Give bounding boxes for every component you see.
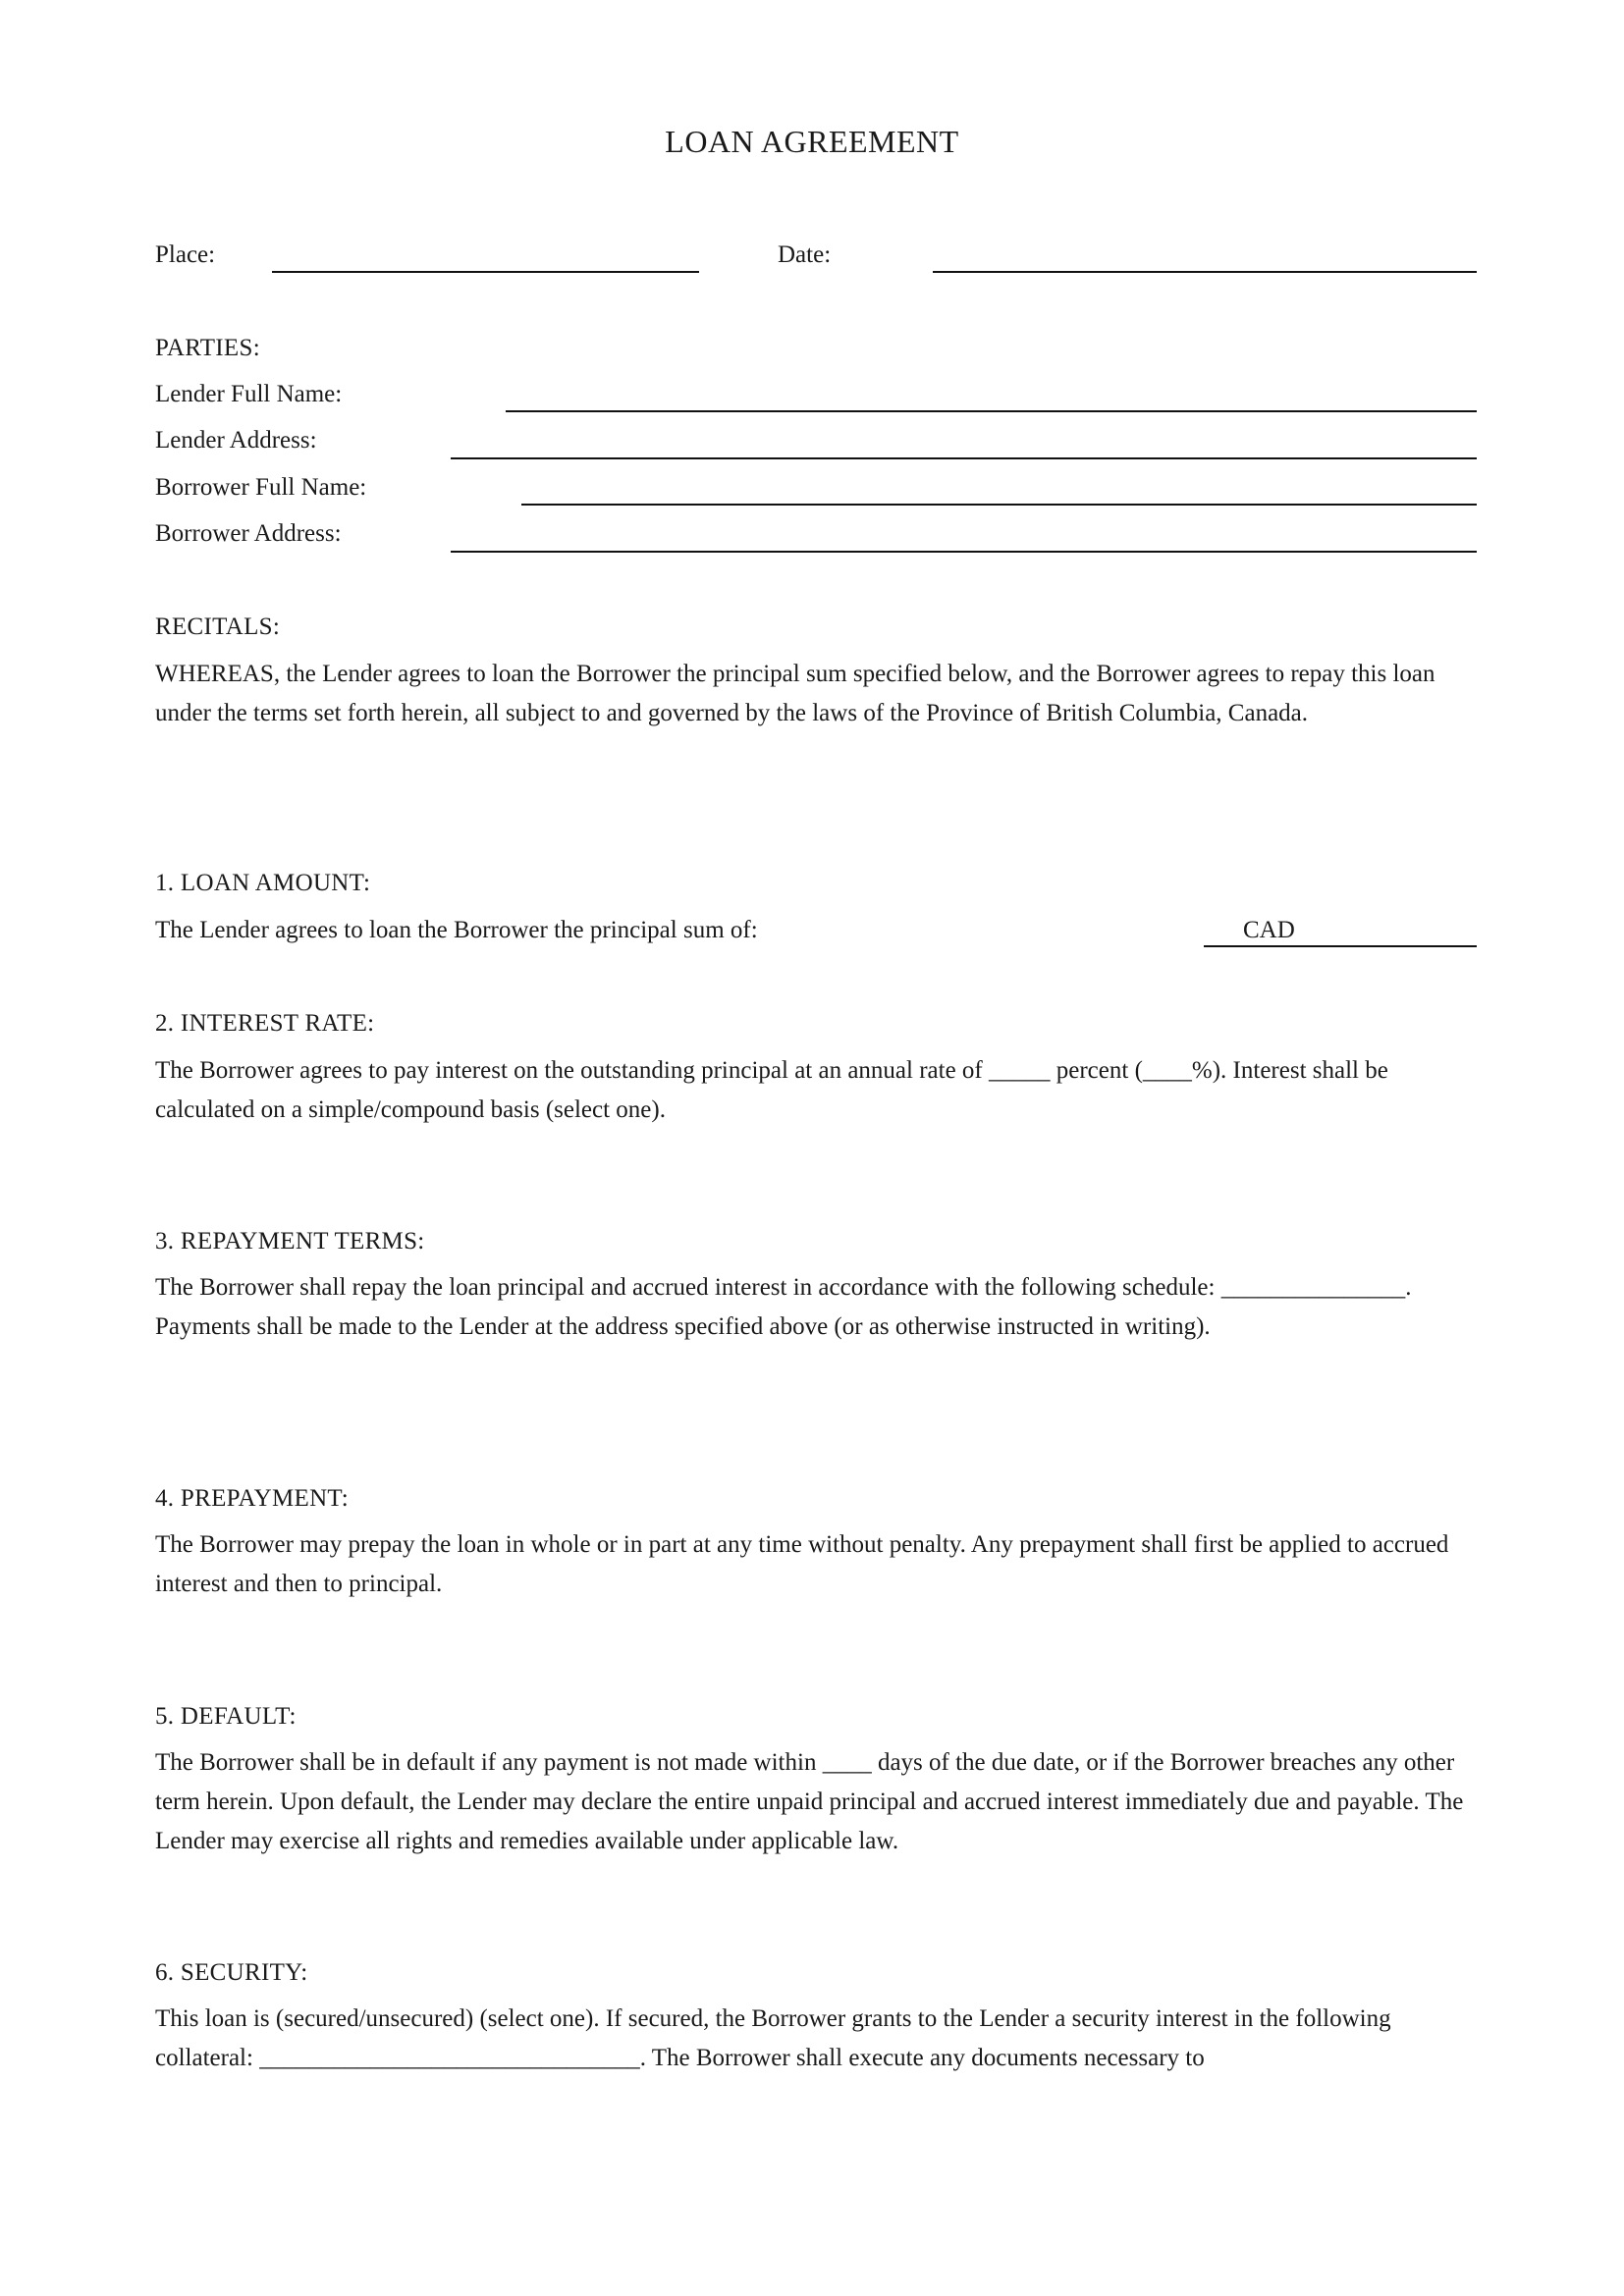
loan-amount-heading: 1. LOAN AMOUNT:: [155, 870, 371, 896]
recitals-heading: RECITALS:: [155, 614, 281, 640]
borrower-name-label: Borrower Full Name:: [155, 474, 367, 501]
loan-amount-text: The Lender agrees to loan the Borrower the principal sum of:: [155, 917, 758, 943]
borrower-address-label: Borrower Address:: [155, 520, 342, 547]
default-text: The Borrower shall be in default if any payment is not made within ____ days of the due date, or if the Borrower breaches any other term herein. Upon default, the Lender may declare the entire unpaid principal and accrued interest immediately due and payable. The Lender may exercise all rights and remedies available under applicable law.: [155, 1749, 1464, 1854]
prepayment-heading: 4. PREPAYMENT:: [155, 1485, 349, 1512]
lender-name-label: Lender Full Name:: [155, 381, 343, 407]
repayment-text: The Borrower shall repay the loan principal and accrued interest in accordance with the following schedule: _______________. Payments shall be made to the Lender at the address specified above (or as otherwise instructed in writing).: [155, 1274, 1412, 1340]
borrower-address-field-line[interactable]: [451, 551, 1477, 553]
recitals-text: WHEREAS, the Lender agrees to loan the Borrower the principal sum specified below, and the Borrower agrees to repay this loan under the terms set forth herein, all subject to and governed by the laws of the Province of British Columbia, Canada.: [155, 661, 1435, 726]
place-label: Place:: [155, 241, 216, 268]
lender-address-label: Lender Address:: [155, 427, 317, 454]
loan-amount-currency: CAD: [1243, 917, 1295, 943]
prepayment-text: The Borrower may prepay the loan in whole or in part at any time without penalty. Any prepayment shall first be applied to accrued interest and then to principal.: [155, 1531, 1449, 1597]
date-label: Date:: [778, 241, 832, 268]
parties-heading: PARTIES:: [155, 335, 260, 361]
default-heading: 5. DEFAULT:: [155, 1703, 297, 1730]
security-text: This loan is (secured/unsecured) (select one). If secured, the Borrower grants to the Lender a security interest in the following collateral: _______________________________. The Borrower shall execute any documents necessary to: [155, 2005, 1391, 2071]
interest-rate-heading: 2. INTEREST RATE:: [155, 1010, 375, 1037]
place-field-line[interactable]: [272, 271, 699, 273]
repayment-heading: 3. REPAYMENT TERMS:: [155, 1228, 425, 1255]
lender-name-field-line[interactable]: [506, 410, 1477, 412]
borrower-name-field-line[interactable]: [521, 504, 1477, 506]
security-heading: 6. SECURITY:: [155, 1959, 308, 1986]
date-field-line[interactable]: [933, 271, 1477, 273]
document-title: LOAN AGREEMENT: [665, 124, 959, 159]
interest-rate-text: The Borrower agrees to pay interest on the outstanding principal at an annual rate of _____ percent (____%). Interest shall be calculated on a simple/compound basis (select one).: [155, 1057, 1388, 1123]
lender-address-field-line[interactable]: [451, 457, 1477, 459]
loan-amount-field-line[interactable]: [1204, 945, 1477, 947]
